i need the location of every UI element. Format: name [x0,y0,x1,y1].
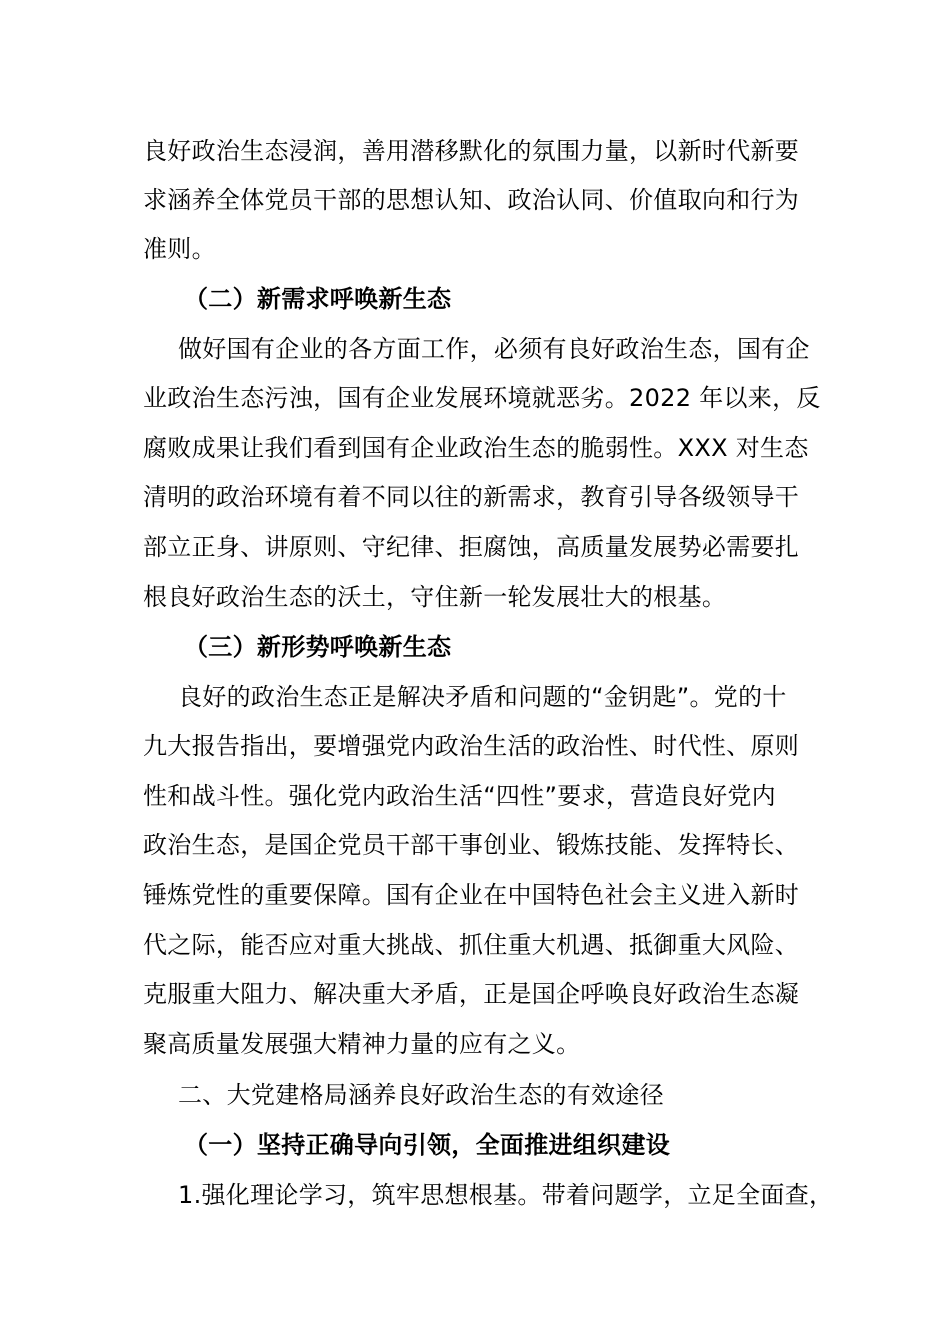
paragraph-line: 求涵养全体党员干部的思想认知、政治认同、价值取向和行为 [143,186,800,214]
paragraph-line: 业政治生态污浊，国有企业发展环境就恶劣。2022 年以来，反 [143,384,821,412]
paragraph-line: 良好政治生态浸润，善用潜移默化的氛围力量，以新时代新要 [143,137,800,165]
paragraph-line: 性和战斗性。强化党内政治生活“四性”要求，营造良好党内 [143,782,776,810]
paragraph-line: 聚高质量发展强大精神力量的应有之义。 [143,1030,581,1058]
paragraph-line: 锤炼党性的重要保障。国有企业在中国特色社会主义进入新时 [143,881,800,909]
section-heading: （二）新需求呼唤新生态 [184,285,452,313]
paragraph-line: 九大报告指出，要增强党内政治生活的政治性、时代性、原则 [143,732,800,760]
paragraph-line: 克服重大阻力、解决重大矛盾，正是国企呼唤良好政治生态凝 [143,980,800,1008]
paragraph-line: 良好的政治生态正是解决矛盾和问题的“金钥匙”。党的十 [178,683,787,711]
paragraph-line: 腐败成果让我们看到国有企业政治生态的脆弱性。XXX 对生态 [143,434,809,462]
section-heading: （一）坚持正确导向引领，全面推进组织建设 [184,1131,670,1159]
paragraph-line: 代之际，能否应对重大挑战、抓住重大机遇、抵御重大风险、 [143,931,800,959]
paragraph-line: 政治生态，是国企党员干部干事创业、锻炼技能、发挥特长、 [143,831,800,859]
paragraph-line: 准则。 [143,235,216,263]
chapter-heading: 二、大党建格局涵养良好政治生态的有效途径 [178,1081,664,1109]
paragraph-line: 1.强化理论学习，筑牢思想根基。带着问题学，立足全面查， [178,1181,834,1209]
paragraph-line: 根良好政治生态的沃土，守住新一轮发展壮大的根基。 [143,583,727,611]
paragraph-line: 部立正身、讲原则、守纪律、拒腐蚀，高质量发展势必需要扎 [143,533,800,561]
paragraph-line: 做好国有企业的各方面工作，必须有良好政治生态，国有企 [178,335,810,363]
section-heading: （三）新形势呼唤新生态 [184,633,452,661]
paragraph-line: 清明的政治环境有着不同以往的新需求，教育引导各级领导干 [143,483,800,511]
